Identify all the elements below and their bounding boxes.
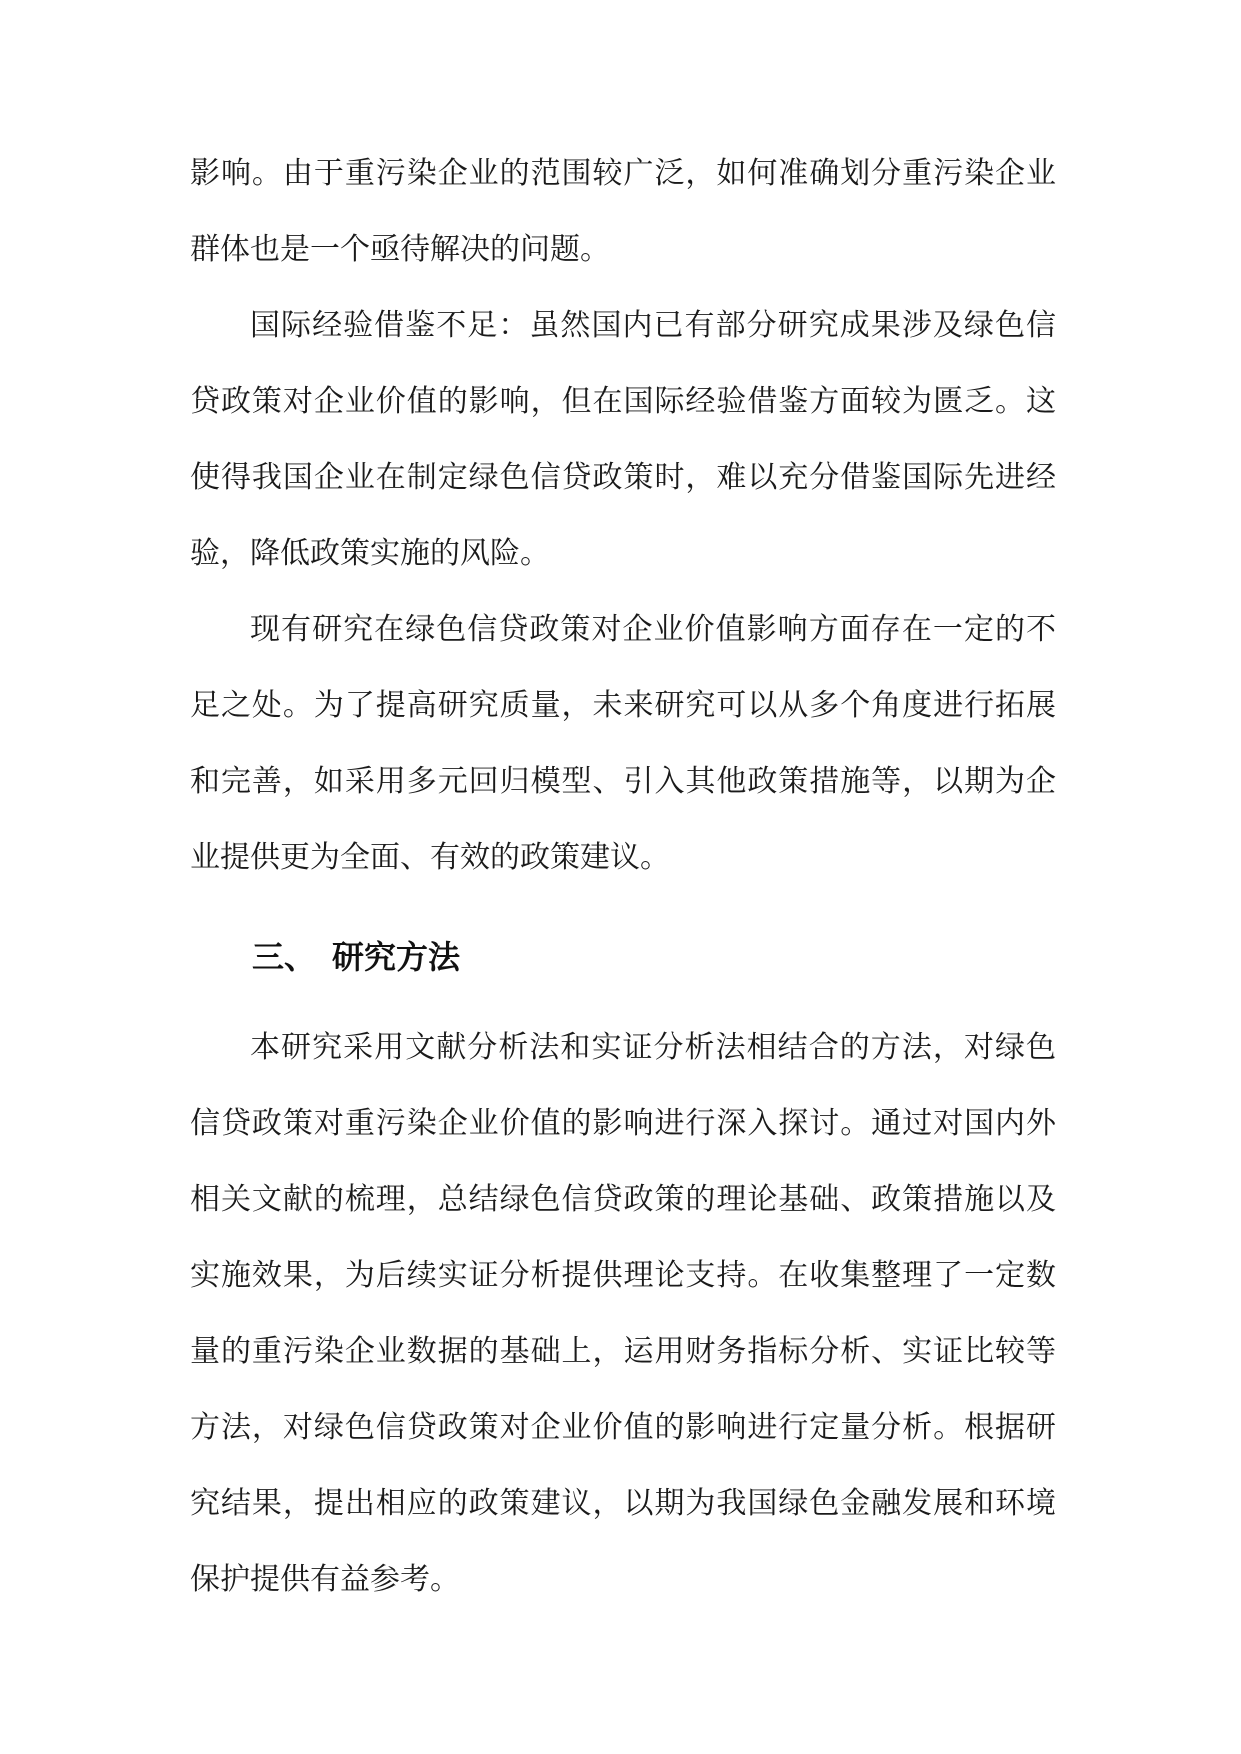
paragraph-continuation: 影响。由于重污染企业的范围较广泛，如何准确划分重污染企业群体也是一个亟待解决的问题。	[190, 156, 1056, 267]
paragraph-international-experience: 国际经验借鉴不足：虽然国内已有部分研究成果涉及绿色信贷政策对企业价值的影响，但在国际经验借鉴方面较为匮乏。这使得我国企业在制定绿色信贷政策时，难以充分借鉴国际先进经验，降低政策实施的风险。	[190, 308, 1056, 571]
paragraph-research-shortcomings: 现有研究在绿色信贷政策对企业价值影响方面存在一定的不足之处。为了提高研究质量，未来研究可以从多个角度进行拓展和完善，如采用多元回归模型、引入其他政策措施等，以期为企业提供更为全面、有效的政策建议。	[190, 612, 1056, 875]
paragraph-research-methods: 本研究采用文献分析法和实证分析法相结合的方法，对绿色信贷政策对重污染企业价值的影响进行深入探讨。通过对国内外相关文献的梳理，总结绿色信贷政策的理论基础、政策措施以及实施效果，为后续实证分析提供理论支持。在收集整理了一定数量的重污染企业数据的基础上，运用财务指标分析、实证比较等方法，对绿色信贷政策对企业价值的影响进行定量分析。根据研究结果，提出相应的政策建议，以期为我国绿色金融发展和环境保护提供有益参考。	[190, 1030, 1056, 1597]
section-title: 研究方法	[332, 938, 461, 976]
section-number: 三、	[252, 938, 317, 976]
section-heading	[190, 919, 1056, 995]
document-body	[190, 136, 1056, 1618]
